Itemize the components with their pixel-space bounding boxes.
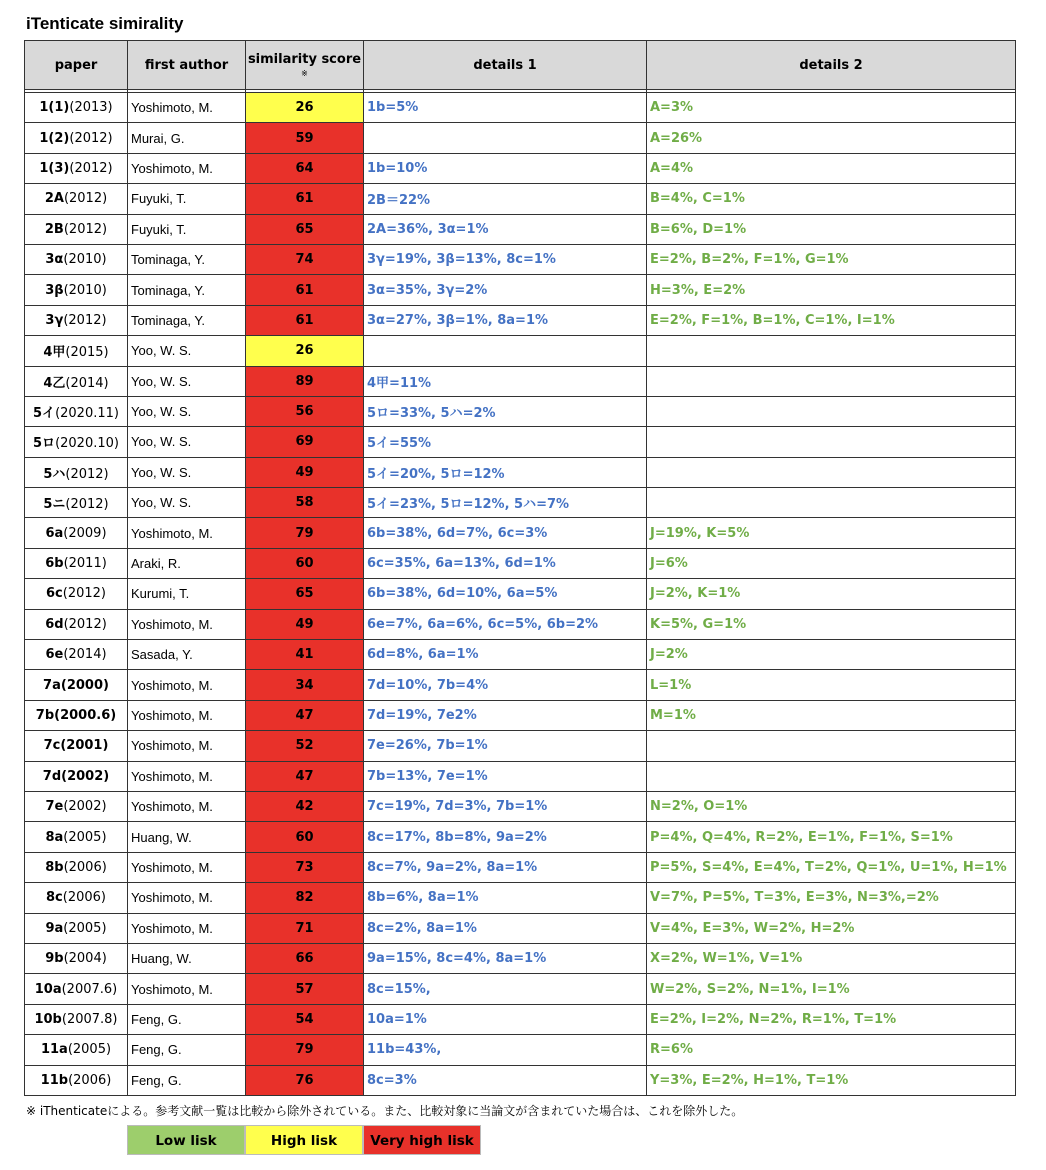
table-row [25, 761, 1016, 791]
paper-id: 7a [43, 677, 61, 693]
score-cell: 58 [246, 488, 364, 518]
paper-cell [25, 822, 128, 852]
table-row [25, 396, 1016, 426]
legend-item-low: Low lisk [127, 1125, 245, 1155]
paper-id: 3γ [45, 312, 64, 328]
paper-cell [25, 214, 128, 244]
paper-id: 8a [45, 829, 64, 845]
author-cell: Sasada, Y. [128, 640, 246, 670]
table-row [25, 488, 1016, 518]
paper-cell [25, 640, 128, 670]
score-cell: 49 [246, 609, 364, 639]
paper-cell [25, 123, 128, 153]
author-cell: Fuyuki, T. [128, 184, 246, 214]
details1-cell: 3α=35%, 3γ=2% [364, 275, 647, 305]
paper-cell [25, 457, 128, 487]
table-row [25, 336, 1016, 366]
table-row [25, 883, 1016, 913]
legend-item-very-high: Very high lisk [363, 1125, 481, 1155]
author-cell: Yoshimoto, M. [128, 791, 246, 821]
details2-cell: E=2%, F=1%, B=1%, C=1%, I=1% [647, 305, 1016, 335]
paper-id: 5ニ [43, 497, 66, 513]
paper-cell [25, 1004, 128, 1034]
paper-cell [25, 548, 128, 578]
details2-cell [647, 457, 1016, 487]
page-title: iTenticate simirality [26, 14, 184, 33]
details1-cell: 10a=1% [364, 1004, 647, 1034]
table-row [25, 700, 1016, 730]
paper-cell [25, 943, 128, 973]
details1-cell: 8c=7%, 9a=2%, 8a=1% [364, 852, 647, 882]
paper-year: (2012) [63, 616, 107, 632]
paper-id: 2A [44, 191, 64, 207]
paper-year: (2007.8) [61, 1011, 118, 1027]
paper-id: 8b [45, 859, 64, 875]
details1-cell: 6d=8%, 6a=1% [364, 640, 647, 670]
risk-legend [127, 1125, 481, 1155]
header-row [25, 41, 1016, 90]
table-row [25, 123, 1016, 153]
paper-id: 2B [44, 221, 64, 237]
header-score-label: similarity score [247, 52, 362, 67]
table-row [25, 548, 1016, 578]
paper-year: (2010) [63, 282, 107, 298]
details2-cell [647, 761, 1016, 791]
details1-cell: 7e=26%, 7b=1% [364, 731, 647, 761]
details2-cell: K=5%, G=1% [647, 609, 1016, 639]
paper-year: (2020.11) [55, 406, 119, 422]
details1-cell: 6b=38%, 6d=10%, 6a=5% [364, 579, 647, 609]
details1-cell: 2B＝22% [364, 184, 647, 214]
paper-id: 1(3) [39, 160, 70, 176]
details2-cell: W=2%, S=2%, N=1%, I=1% [647, 974, 1016, 1004]
details1-cell: 6e=7%, 6a=6%, 6c=5%, 6b=2% [364, 609, 647, 639]
score-cell: 69 [246, 427, 364, 457]
details1-cell: 5イ=20%, 5ロ=12% [364, 457, 647, 487]
score-cell: 65 [246, 214, 364, 244]
table-row [25, 427, 1016, 457]
details2-cell: A=26% [647, 123, 1016, 153]
paper-id: 7b [35, 708, 55, 723]
paper-id: 7c [43, 738, 61, 754]
score-cell: 57 [246, 974, 364, 1004]
author-cell: Yoshimoto, M. [128, 670, 246, 700]
table-row [25, 822, 1016, 852]
paper-cell [25, 366, 128, 396]
author-cell: Feng, G. [128, 1065, 246, 1095]
author-cell: Yoshimoto, M. [128, 913, 246, 943]
paper-year: (2012) [69, 160, 113, 176]
table-row [25, 579, 1016, 609]
paper-id: 4甲 [43, 345, 66, 361]
score-cell: 76 [246, 1065, 364, 1095]
paper-year: (2012) [63, 191, 108, 207]
table-body [25, 90, 1016, 1096]
author-cell: Yoshimoto, M. [128, 93, 246, 123]
paper-id: 5イ [33, 406, 56, 422]
score-cell: 89 [246, 366, 364, 396]
score-cell: 60 [246, 822, 364, 852]
score-cell: 61 [246, 275, 364, 305]
paper-year: (2012) [63, 221, 108, 237]
details2-cell: B=4%, C=1% [647, 184, 1016, 214]
details1-cell: 1b=5% [364, 93, 647, 123]
paper-id: 6b [45, 556, 64, 572]
paper-id: 8c [46, 890, 63, 906]
table-row [25, 609, 1016, 639]
table-row [25, 943, 1016, 973]
header-details1: details 1 [364, 41, 647, 90]
author-cell: Yoo, W. S. [128, 457, 246, 487]
details1-cell: 7d=19%, 7e2% [364, 700, 647, 730]
paper-cell [25, 396, 128, 426]
paper-cell [25, 244, 128, 274]
author-cell: Feng, G. [128, 1004, 246, 1034]
score-cell: 61 [246, 305, 364, 335]
table-row [25, 275, 1016, 305]
paper-id: 11a [40, 1042, 68, 1058]
score-cell: 52 [246, 731, 364, 761]
author-cell: Yoshimoto, M. [128, 518, 246, 548]
paper-year: (2005) [63, 920, 107, 936]
paper-id: 6a [45, 525, 64, 541]
details2-cell: L=1% [647, 670, 1016, 700]
table-row [25, 640, 1016, 670]
paper-cell [25, 913, 128, 943]
paper-year: (2009) [63, 525, 107, 541]
paper-id: 10a [34, 981, 62, 997]
author-cell: Yoshimoto, M. [128, 761, 246, 791]
table-row [25, 670, 1016, 700]
details2-cell [647, 731, 1016, 761]
similarity-table [24, 40, 1016, 1096]
legend-item-high: High lisk [245, 1125, 363, 1155]
details2-cell: J=6% [647, 548, 1016, 578]
score-cell: 47 [246, 761, 364, 791]
author-cell: Huang, W. [128, 822, 246, 852]
author-cell: Yoo, W. S. [128, 336, 246, 366]
score-cell: 26 [246, 336, 364, 366]
score-cell: 64 [246, 153, 364, 183]
paper-cell [25, 1065, 128, 1095]
paper-id: 6d [45, 616, 64, 632]
table-row [25, 1035, 1016, 1065]
header-score [246, 41, 364, 90]
details2-cell: A=3% [647, 93, 1016, 123]
author-cell: Yoshimoto, M. [128, 883, 246, 913]
score-cell: 54 [246, 1004, 364, 1034]
author-cell: Tominaga, Y. [128, 275, 246, 305]
paper-cell [25, 275, 128, 305]
paper-year: (2005) [67, 1042, 112, 1058]
details1-cell: 8c=2%, 8a=1% [364, 913, 647, 943]
details1-cell: 3α=27%, 3β=1%, 8a=1% [364, 305, 647, 335]
paper-id: 3α [45, 252, 64, 268]
author-cell: Yoshimoto, M. [128, 731, 246, 761]
details2-cell: A=4% [647, 153, 1016, 183]
details1-cell: 8c=3% [364, 1065, 647, 1095]
paper-cell [25, 93, 128, 123]
author-cell: Yoshimoto, M. [128, 153, 246, 183]
paper-year: (2014) [65, 375, 109, 391]
table-row [25, 913, 1016, 943]
paper-year: (2004) [63, 951, 107, 967]
paper-year: (2002) [61, 768, 110, 784]
score-cell: 65 [246, 579, 364, 609]
paper-year: (2006) [62, 890, 106, 906]
paper-cell [25, 700, 128, 730]
table-row [25, 731, 1016, 761]
author-cell: Araki, R. [128, 548, 246, 578]
paper-year: (2014) [63, 647, 107, 663]
paper-id: 6e [45, 647, 64, 663]
paper-year: (2010) [63, 252, 107, 268]
details1-cell: 8b=6%, 8a=1% [364, 883, 647, 913]
score-cell: 79 [246, 1035, 364, 1065]
table-row [25, 974, 1016, 1004]
paper-cell [25, 153, 128, 183]
details2-cell: H=3%, E=2% [647, 275, 1016, 305]
author-cell: Feng, G. [128, 1035, 246, 1065]
details2-cell: B=6%, D=1% [647, 214, 1016, 244]
paper-cell [25, 427, 128, 457]
paper-year: (2020.10) [55, 436, 119, 452]
author-cell: Murai, G. [128, 123, 246, 153]
details2-cell: E=2%, B=2%, F=1%, G=1% [647, 244, 1016, 274]
author-cell: Yoo, W. S. [128, 366, 246, 396]
paper-cell [25, 852, 128, 882]
paper-id: 6c [46, 586, 63, 602]
paper-year: (2012) [65, 466, 109, 482]
details2-cell [647, 366, 1016, 396]
paper-year: (2011) [63, 556, 107, 572]
author-cell: Yoo, W. S. [128, 396, 246, 426]
paper-cell [25, 883, 128, 913]
table-row [25, 366, 1016, 396]
paper-cell [25, 579, 128, 609]
author-cell: Kurumi, T. [128, 579, 246, 609]
details2-cell [647, 427, 1016, 457]
score-cell: 49 [246, 457, 364, 487]
paper-id: 1(2) [39, 130, 70, 146]
paper-cell [25, 761, 128, 791]
score-cell: 56 [246, 396, 364, 426]
details1-cell: 7d=10%, 7b=4% [364, 670, 647, 700]
score-cell: 66 [246, 943, 364, 973]
paper-cell [25, 518, 128, 548]
author-cell: Fuyuki, T. [128, 214, 246, 244]
score-cell: 82 [246, 883, 364, 913]
paper-cell [25, 609, 128, 639]
paper-year: (2000.6) [54, 708, 117, 723]
paper-year: (2002) [63, 799, 107, 815]
paper-year: (2006) [63, 859, 107, 875]
paper-id: 10b [34, 1011, 62, 1027]
footnote: ※ iThenticateによる。参考文献一覧は比較から除外されている。また、比較対象に当論文が含まれていた場合は、これを除外した。 [26, 1104, 744, 1118]
table-row [25, 852, 1016, 882]
paper-cell [25, 488, 128, 518]
paper-year: (2001) [60, 738, 109, 754]
paper-id: 5ハ [43, 466, 66, 482]
paper-cell [25, 974, 128, 1004]
details2-cell [647, 488, 1016, 518]
table-row [25, 214, 1016, 244]
paper-id: 1(1) [39, 100, 70, 116]
details1-cell: 6c=35%, 6a=13%, 6d=1% [364, 548, 647, 578]
details1-cell: 1b=10% [364, 153, 647, 183]
author-cell: Tominaga, Y. [128, 305, 246, 335]
paper-id: 5ロ [33, 436, 56, 452]
details1-cell: 11b=43%, [364, 1035, 647, 1065]
details2-cell [647, 336, 1016, 366]
table-row [25, 244, 1016, 274]
details1-cell [364, 123, 647, 153]
paper-id: 9a [45, 920, 64, 936]
paper-year: (2000) [60, 677, 109, 693]
author-cell: Yoo, W. S. [128, 488, 246, 518]
paper-id: 11b [40, 1072, 69, 1088]
header-author: first author [128, 41, 246, 90]
author-cell: Yoo, W. S. [128, 427, 246, 457]
paper-cell [25, 1035, 128, 1065]
details2-cell: P=4%, Q=4%, R=2%, E=1%, F=1%, S=1% [647, 822, 1016, 852]
details1-cell: 8c=15%, [364, 974, 647, 1004]
details2-cell: J=19%, K=5% [647, 518, 1016, 548]
score-cell: 42 [246, 791, 364, 821]
details2-cell: J=2% [647, 640, 1016, 670]
score-cell: 71 [246, 913, 364, 943]
author-cell: Yoshimoto, M. [128, 700, 246, 730]
header-details2: details 2 [647, 41, 1016, 90]
header-score-note: ※ [301, 69, 308, 78]
paper-year: (2012) [65, 497, 109, 513]
details1-cell: 4甲=11% [364, 366, 647, 396]
details1-cell: 3γ=19%, 3β=13%, 8c=1% [364, 244, 647, 274]
score-cell: 73 [246, 852, 364, 882]
author-cell: Tominaga, Y. [128, 244, 246, 274]
details2-cell: Y=3%, E=2%, H=1%, T=1% [647, 1065, 1016, 1095]
table-row [25, 153, 1016, 183]
score-cell: 26 [246, 93, 364, 123]
table-row [25, 457, 1016, 487]
paper-id: 7d [42, 768, 62, 784]
table-row [25, 1065, 1016, 1095]
score-cell: 34 [246, 670, 364, 700]
table-row [25, 791, 1016, 821]
details1-cell: 7b=13%, 7e=1% [364, 761, 647, 791]
score-cell: 79 [246, 518, 364, 548]
score-cell: 74 [246, 244, 364, 274]
paper-year: (2012) [62, 586, 106, 602]
paper-cell [25, 791, 128, 821]
score-cell: 61 [246, 184, 364, 214]
details2-cell: P=5%, S=4%, E=4%, T=2%, Q=1%, U=1%, H=1% [647, 852, 1016, 882]
details2-cell: E=2%, I=2%, N=2%, R=1%, T=1% [647, 1004, 1016, 1034]
details1-cell: 2A=36%, 3α=1% [364, 214, 647, 244]
paper-id: 9b [45, 951, 64, 967]
paper-id: 4乙 [43, 375, 66, 391]
table-row [25, 518, 1016, 548]
details1-cell: 6b=38%, 6d=7%, 6c=3% [364, 518, 647, 548]
details2-cell: M=1% [647, 700, 1016, 730]
paper-year: (2013) [69, 100, 113, 116]
paper-cell [25, 184, 128, 214]
paper-year: (2005) [63, 829, 107, 845]
paper-id: 7e [45, 799, 64, 815]
paper-id: 3β [45, 282, 64, 298]
score-cell: 60 [246, 548, 364, 578]
paper-year: (2012) [69, 130, 113, 146]
details2-cell [647, 396, 1016, 426]
details1-cell: 5イ=23%, 5ロ=12%, 5ハ=7% [364, 488, 647, 518]
author-cell: Yoshimoto, M. [128, 974, 246, 1004]
details2-cell: V=7%, P=5%, T=3%, E=3%, N=3%,=2% [647, 883, 1016, 913]
details1-cell: 7c=19%, 7d=3%, 7b=1% [364, 791, 647, 821]
score-cell: 41 [246, 640, 364, 670]
details2-cell: X=2%, W=1%, V=1% [647, 943, 1016, 973]
details1-cell: 5イ=55% [364, 427, 647, 457]
details2-cell: V=4%, E=3%, W=2%, H=2% [647, 913, 1016, 943]
score-cell: 59 [246, 123, 364, 153]
details2-cell: R=6% [647, 1035, 1016, 1065]
details2-cell: N=2%, O=1% [647, 791, 1016, 821]
table-row [25, 184, 1016, 214]
paper-cell [25, 336, 128, 366]
paper-year: (2007.6) [61, 981, 118, 997]
paper-year: (2012) [63, 312, 107, 328]
table-row [25, 93, 1016, 123]
paper-cell [25, 731, 128, 761]
details1-cell: 9a=15%, 8c=4%, 8a=1% [364, 943, 647, 973]
author-cell: Yoshimoto, M. [128, 609, 246, 639]
author-cell: Huang, W. [128, 943, 246, 973]
table-row [25, 305, 1016, 335]
header-paper: paper [25, 41, 128, 90]
paper-year: (2006) [68, 1072, 112, 1088]
details2-cell: J=2%, K=1% [647, 579, 1016, 609]
paper-cell [25, 305, 128, 335]
details1-cell [364, 336, 647, 366]
score-cell: 47 [246, 700, 364, 730]
paper-cell [25, 670, 128, 700]
paper-year: (2015) [65, 345, 109, 361]
details1-cell: 8c=17%, 8b=8%, 9a=2% [364, 822, 647, 852]
author-cell: Yoshimoto, M. [128, 852, 246, 882]
table-row [25, 1004, 1016, 1034]
details1-cell: 5ロ=33%, 5ハ=2% [364, 396, 647, 426]
